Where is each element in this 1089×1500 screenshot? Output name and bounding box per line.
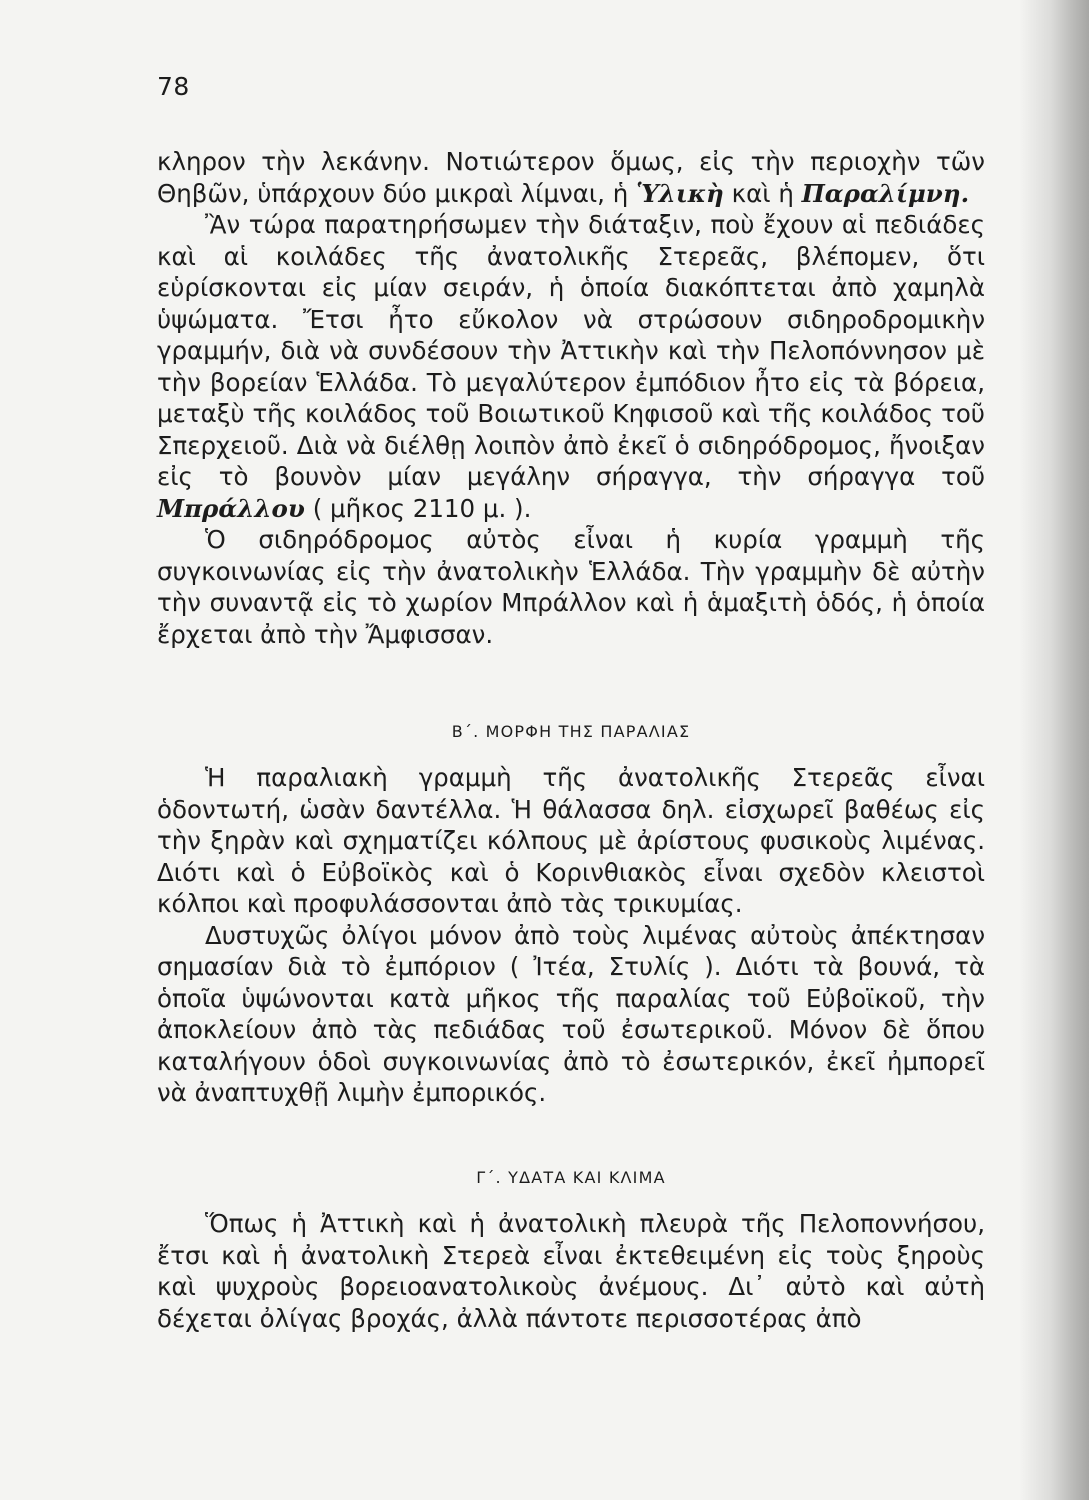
section-climate-text (157, 1208, 985, 1334)
place-name-paralimni: Παραλίμνη. (801, 178, 970, 208)
paragraph-main-line: Ὁ σιδηρόδρομος αὐτὸς εἶναι ἡ κυρία γραμμὴ τῆς συγκοινωνίας εἰς τὴν ἀνατολικὴν Ἑλλάδα. Τὴν γραμμὴν δὲ αὐτὴν τὴν συναντᾷ εἰς τὸ χωρίον Μπράλλον καὶ ἡ ἁμαξιτὴ ὁδός, ἡ ὁποία ἔρχεται ἀπὸ τὴν Ἄμφισσαν. (157, 525, 985, 649)
paragraph-text: ( μῆκος 2110 μ. ). (304, 493, 532, 523)
section-intro-text (157, 146, 985, 650)
page-number: 78 (157, 72, 190, 101)
paragraph-text: καὶ ἡ (723, 178, 802, 208)
place-name-yliki: Ὑλικὴ (636, 178, 724, 208)
paragraph-railway (157, 209, 985, 524)
paragraph-text: κληρον τὴν λεκάνην. Νοτιώτερον ὅμως, εἰς τὴν περιοχὴν τῶν Θηβῶν, ὑπάρχουν δύο μικραὶ λίμναι, ἡ (157, 147, 985, 208)
paragraph-lakes (157, 146, 985, 209)
section-heading-coast: Β΄. ΜΟΡΦΗ ΤΗΣ ΠΑΡΑΛΙΑΣ (451, 722, 691, 741)
paragraph-winds: Ὅπως ἡ Ἀττικὴ καὶ ἡ ἀνατολικὴ πλευρὰ τῆς Πελοποννήσου, ἔτσι καὶ ἡ ἀνατολικὴ Στερεὰ εἶναι ἐκτεθειμένη εἰς τοὺς ξηροὺς καὶ ψυχροὺς βορειοανατολικοὺς ἀνέμους. Δι᾽ αὐτὸ καὶ αὐτὴ δέχεται ὀλίγας βροχάς, ἀλλὰ πάντοτε περισσοτέρας ἀπὸ (157, 1209, 985, 1333)
paragraph-ports: Δυστυχῶς ὀλίγοι μόνον ἀπὸ τοὺς λιμένας αὐτοὺς ἀπέκτησαν σημασίαν διὰ τὸ ἐμπόριον ( Ἰτέα, Στυλίς ). Διότι τὰ βουνά, τὰ ὁποῖα ὑψώνονται κατὰ μῆκος τῆς παραλίας τοῦ Εὐβοϊκοῦ, τὴν ἀποκλείουν ἀπὸ τὰς πεδιάδας τοῦ ἐσωτερικοῦ. Μόνον δὲ ὅπου καταλήγουν ὁδοὶ συγκοινωνίας ἀπὸ τὸ ἐσωτερικόν, ἐκεῖ ἠμπορεῖ νὰ ἀναπτυχθῇ λιμὴν ἐμπορικός. (157, 920, 985, 1107)
paragraph-text: Ἂν τώρα παρατηρήσωμεν τὴν διάταξιν, ποὺ ἔχουν αἱ πεδιάδες καὶ αἱ κοιλάδες τῆς ἀνατολικῆς Στερεᾶς, βλέπομεν, ὅτι εὑρίσκονται εἰς μίαν σειράν, ἡ ὁποία διακόπτεται ἀπὸ χαμηλὰ ὑψώματα. Ἔτσι ἦτο εὔκολον νὰ στρώσουν σιδηροδρομικὴν γραμμήν, διὰ νὰ συνδέσουν τὴν Ἀττικὴν καὶ τὴν Πελοπόννησον μὲ τὴν βορείαν Ἑλλάδα. Τὸ μεγαλύτερον ἐμπόδιον ἦτο εἰς τὰ βόρεια, μεταξὺ τῆς κοιλάδος τοῦ Βοιωτικοῦ Κηφισοῦ καὶ τῆς κοιλάδος τοῦ Σπερχειοῦ. Διὰ νὰ διέλθῃ λοιπὸν ἀπὸ ἐκεῖ ὁ σιδηρόδρομος, ἤνοιξαν εἰς τὸ βουνὸν μίαν μεγάλην σήραγγα, τὴν σήραγγα τοῦ (157, 210, 985, 491)
paragraph-coastline: Ἡ παραλιακὴ γραμμὴ τῆς ἀνατολικῆς Στερεᾶς εἶναι ὁδοντωτή, ὡσὰν δαντέλλα. Ἡ θάλασσα δηλ. εἰσχωρεῖ βαθέως εἰς τὴν ξηρὰν καὶ σχηματίζει κόλπους μὲ ἀρίστους φυσικοὺς λιμένας. Διότι καὶ ὁ Εὐβοϊκὸς καὶ ὁ Κορινθιακὸς εἶναι σχεδὸν κλειστοὶ κόλποι καὶ προφυλάσσονται ἀπὸ τὰς τρικυμίας. (157, 763, 985, 918)
place-name-brallos: Μπράλλου (157, 493, 305, 523)
section-coast-text (157, 762, 985, 1109)
page-edge-shadow (1019, 0, 1089, 1500)
section-heading-climate: Γ΄. ΥΔΑΤΑ ΚΑΙ ΚΛΙΜΑ (476, 1168, 666, 1187)
